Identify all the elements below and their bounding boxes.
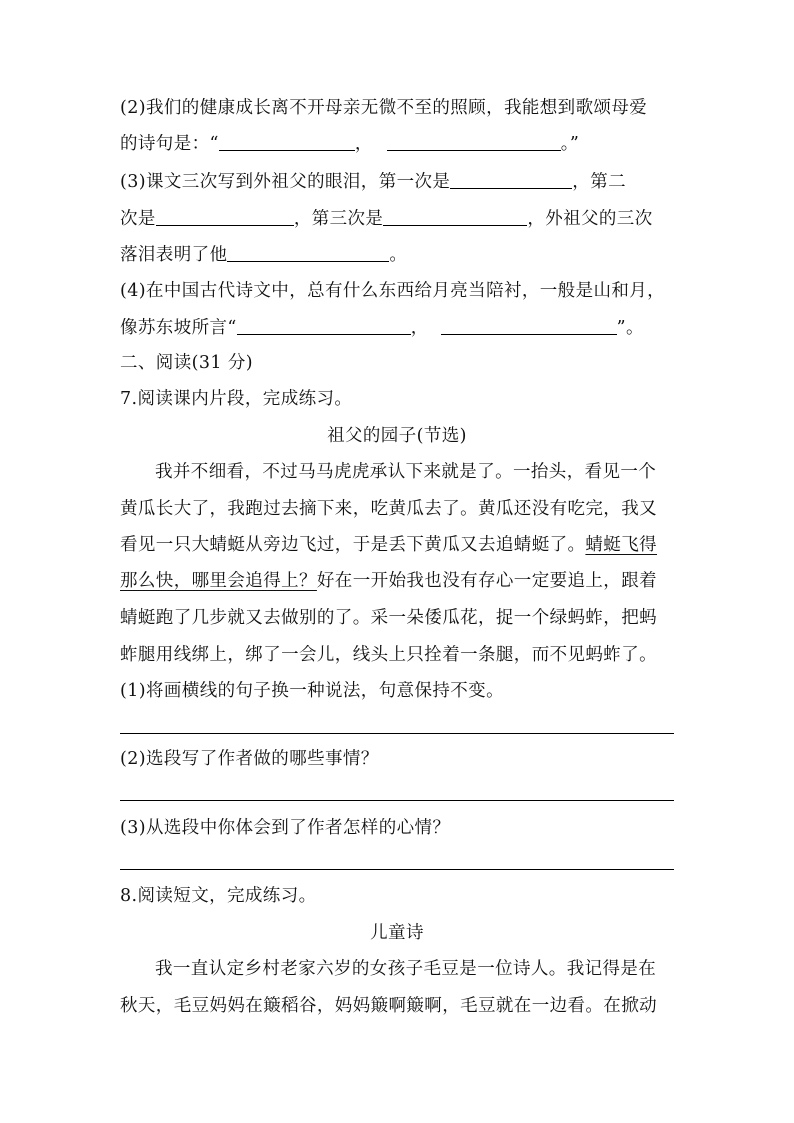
underlined-sentence: 蜻蜓飞得 — [585, 535, 658, 555]
text-line — [120, 207, 653, 231]
answer-blank[interactable] — [237, 316, 411, 335]
text-line — [120, 316, 644, 340]
text-segment: 落泪表明了他 — [120, 245, 228, 265]
passage-title: 祖父的园子(节选) — [327, 426, 467, 446]
passage-line: 蜻蜓跑了几步就又去做别的了。采一朵倭瓜花，捉一个绿蚂蚱，把蚂 — [120, 608, 657, 628]
passage-line: 黄瓜长大了，我跑过去摘下来，吃黄瓜去了。黄瓜还没有吃完，我又 — [120, 499, 657, 519]
text-segment: 。” — [560, 134, 580, 154]
text-segment: ，第三次是 — [293, 209, 384, 229]
answer-line[interactable] — [120, 733, 674, 734]
text-segment: ， — [354, 134, 373, 154]
question-instruction: 8.阅读短文，完成练习。 — [120, 886, 317, 906]
text-segment: (3)课文三次写到外祖父的眼泪，第一次是 — [120, 172, 451, 192]
underlined-sentence: 那么快，哪里会追得上？ — [120, 571, 317, 591]
answer-blank[interactable] — [450, 170, 572, 189]
answer-blank[interactable] — [441, 316, 617, 335]
passage-title: 儿童诗 — [370, 923, 424, 943]
passage-line: 我并不细看，不过马马虎虎承认下来就是了。一抬头，看见一个 — [155, 462, 657, 482]
answer-line[interactable] — [120, 869, 674, 870]
text-line — [120, 243, 407, 267]
sub-question-1: (1)将画横线的句子换一种说法，句意保持不变。 — [120, 681, 504, 701]
text-segment: ”。 — [616, 318, 644, 338]
text-line: (4)在中国古代诗文中，总有什么东西给月亮当陪衬，一般是山和月， — [120, 281, 666, 301]
passage-line: 我一直认定乡村老家六岁的女孩子毛豆是一位诗人。我记得是在 — [155, 959, 657, 979]
answer-line[interactable] — [120, 800, 674, 801]
answer-blank[interactable] — [387, 132, 561, 151]
passage-line: 蚱腿用线绑上，绑了一会儿，线头上只拴着一条腿，而不见蚂蚱了。 — [120, 645, 657, 665]
text-segment: 像苏东坡所言“ — [120, 318, 237, 338]
answer-blank[interactable] — [383, 207, 527, 226]
text-segment: ，外祖父的三次 — [527, 209, 653, 229]
text-segment: 。 — [389, 245, 408, 265]
text-line — [120, 170, 626, 194]
passage-line — [120, 569, 657, 593]
text-segment: 看见一只大蜻蜓从旁边飞过，于是丢下黄瓜又去追蜻蜓了。 — [120, 535, 586, 555]
sub-question-3: (3)从选段中你体会到了作者怎样的心情？ — [120, 818, 451, 838]
text-segment: 次是 — [120, 209, 156, 229]
text-segment: 好在一开始我也没有存心一定要追上，跟着 — [316, 571, 658, 591]
text-segment: ，第二 — [572, 172, 626, 192]
answer-blank[interactable] — [219, 132, 355, 151]
text-segment: ， — [410, 318, 429, 338]
section-heading: 二、阅读(31 分) — [120, 353, 253, 373]
passage-line — [120, 533, 657, 557]
question-instruction: 7.阅读课内片段，完成练习。 — [120, 389, 353, 409]
text-segment: 的诗句是：“ — [120, 134, 219, 154]
passage-line: 秋天，毛豆妈妈在簸稻谷，妈妈簸啊簸啊，毛豆就在一边看。在掀动 — [120, 996, 657, 1016]
answer-blank[interactable] — [227, 243, 389, 262]
text-line — [120, 132, 579, 156]
text-line: (2)我们的健康成长离不开母亲无微不至的照顾，我能想到歌颂母爱 — [120, 98, 648, 118]
answer-blank[interactable] — [156, 207, 294, 226]
sub-question-2: (2)选段写了作者做的哪些事情？ — [120, 749, 379, 769]
